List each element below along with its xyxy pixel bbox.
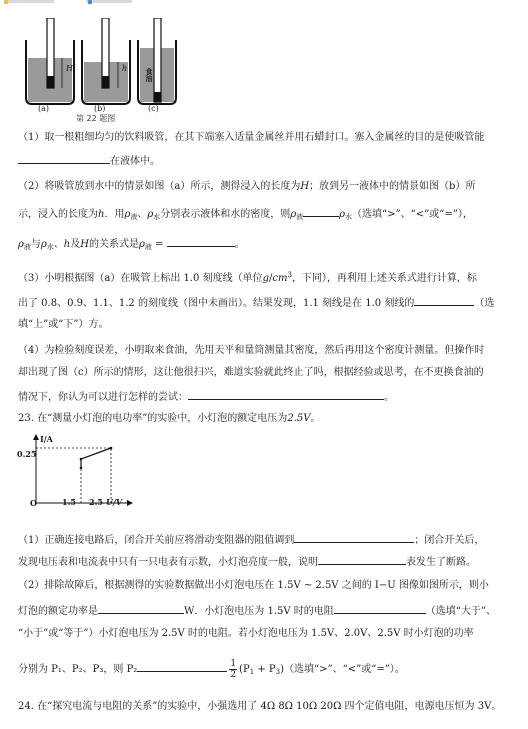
figure-caption: 第 22 题图 xyxy=(76,114,116,123)
q24-text: 24. 在“探究电流与电阻的关系”的实验中，小强选用了 4Ω 8Ω 10Ω 20Ω 四个定值电阻，电源电压恒为 3V。 xyxy=(18,701,502,712)
beaker-a xyxy=(26,18,74,104)
q22-p3: 示，浸入的长度为h．用$\rho_液$、$\rho_水$分别表示液体和水的密度，则$\rho_液$ $\rho_水$（选填“>”、“<”或“=”）， xyxy=(18,206,473,224)
answer-blank-7[interactable] xyxy=(318,554,406,565)
answer-blank-9[interactable] xyxy=(334,603,426,614)
label-oil: 食油 xyxy=(145,68,154,82)
q22-p2: （2）将吸管放到水中的情景如图（a）所示，测得浸入的长度为H；放到另一液体中的情景如图（b）所 xyxy=(18,181,476,192)
answer-blank-4[interactable] xyxy=(414,295,474,306)
x-axis-label: U/V xyxy=(106,497,123,507)
origin-label: O xyxy=(30,498,37,508)
q23-p4: 灯泡的额定功率是 W．小灯泡电压为 1.5V 时的电阻 （选填“大于”、 xyxy=(18,603,496,618)
label-a: (a) xyxy=(38,104,50,113)
label-H: H xyxy=(66,64,73,73)
q23-title: 23. 在“测量小灯泡的电功率”的实验中，小灯泡的额定电压为2.5V。 xyxy=(18,413,321,424)
label-c: (c) xyxy=(148,104,159,113)
data-point-2 xyxy=(80,458,83,461)
q23-p5: “小于”或“等于”）小灯泡电压为 2.5V 时的电阻。若小灯泡电压为 1.5V、2.0V、2.5V 时小灯泡的功率 xyxy=(18,628,474,639)
answer-blank-6[interactable] xyxy=(294,532,414,543)
answer-blank-8[interactable] xyxy=(98,603,184,614)
toolbar-item-b xyxy=(86,0,132,3)
data-point-3 xyxy=(110,447,113,450)
iu-curve xyxy=(81,448,111,468)
q22-p7: 填“上”或“下”）方。 xyxy=(18,319,109,330)
toolbar-icon-a xyxy=(4,0,8,4)
q22-p8: （4）为检验刻度误差，小明取来食油，先用天平和量筒测量其密度，然后再用这个密度计测量。但操作时 xyxy=(18,345,485,356)
beaker-c xyxy=(138,18,176,104)
answer-blank-2[interactable] xyxy=(303,206,339,217)
toolbar-icon-b xyxy=(88,0,92,4)
beaker-b xyxy=(82,18,130,104)
answer-blank-3[interactable] xyxy=(167,236,235,247)
top-toolbar-strip xyxy=(0,0,528,8)
label-b: (b) xyxy=(94,104,106,113)
q23-p3: （2）排除故障后，根据测得的实验数据做出小灯泡电压在 1.5V ~ 2.5V 之间的 I−U 图像如图所示，则小 xyxy=(18,580,489,591)
y-axis-label: I/A xyxy=(40,434,53,444)
toolbar-item-a xyxy=(4,0,54,3)
beaker-figure xyxy=(18,18,178,118)
q22-p1: （1）取一根粗细均匀的饮料吸管，在其下端塞入适量金属丝并用石蜡封口。塞入金属丝的目的是使吸管能 xyxy=(18,132,485,143)
label-h: h xyxy=(122,64,128,73)
q22-p10: 情况下，你认为可以进行怎样的尝试： 。 xyxy=(18,389,394,404)
answer-blank-5[interactable] xyxy=(188,389,384,400)
q22-p4: $\rho_液$与$\rho_水$、h及H的关系式是$\rho_液$ = 。 xyxy=(18,236,245,254)
q22-p6: 出了 0.8、0.9、1.1、1.2 的刻度线（图中未画出）。结果发现，1.1 刻线是在 1.0 刻线的 （选 xyxy=(18,295,494,310)
q22-p1b: 在液体中。 xyxy=(18,153,160,168)
q22-p5: （3）小明根据图（a）在吸管上标出 1.0 刻度线（单位$g/cm^3$，下同），再利用上述关系式进行计算，标 xyxy=(18,271,477,284)
x-tick-label-2: 2.5 xyxy=(89,497,103,507)
fraction-half: $\frac{1}{2}$ xyxy=(230,659,237,680)
y-tick-label: 0.25 xyxy=(17,449,37,459)
answer-blank-1[interactable] xyxy=(18,153,110,164)
x-tick-label-1: 1.5 xyxy=(62,497,76,507)
x-axis-arrow xyxy=(127,500,133,506)
q23-p6: 分别为 P₁、P₂、P₃，则 P₂ $\frac{1}{2}$ $(P_1 + P_3)$（选填“>”、“<”或“=”）。 xyxy=(18,659,405,680)
q23-p2: 发现电压表和电流表中只有一只电表有示数，小灯泡亮度一般，说明 表发生了断路。 xyxy=(18,554,476,569)
data-point-1 xyxy=(80,467,83,470)
q23-p1: （1）正确连接电路后，闭合开关前应将滑动变阻器的阻值调到 ；闭合开关后， xyxy=(18,532,484,547)
y-axis-arrow xyxy=(33,434,39,440)
q22-p9: 却出现了图（c）所示的情形，这让他很扫兴，难道实验就此终止了吗，根据经验或思考，在不更换食油的 xyxy=(18,367,484,378)
answer-blank-10[interactable] xyxy=(137,661,227,672)
